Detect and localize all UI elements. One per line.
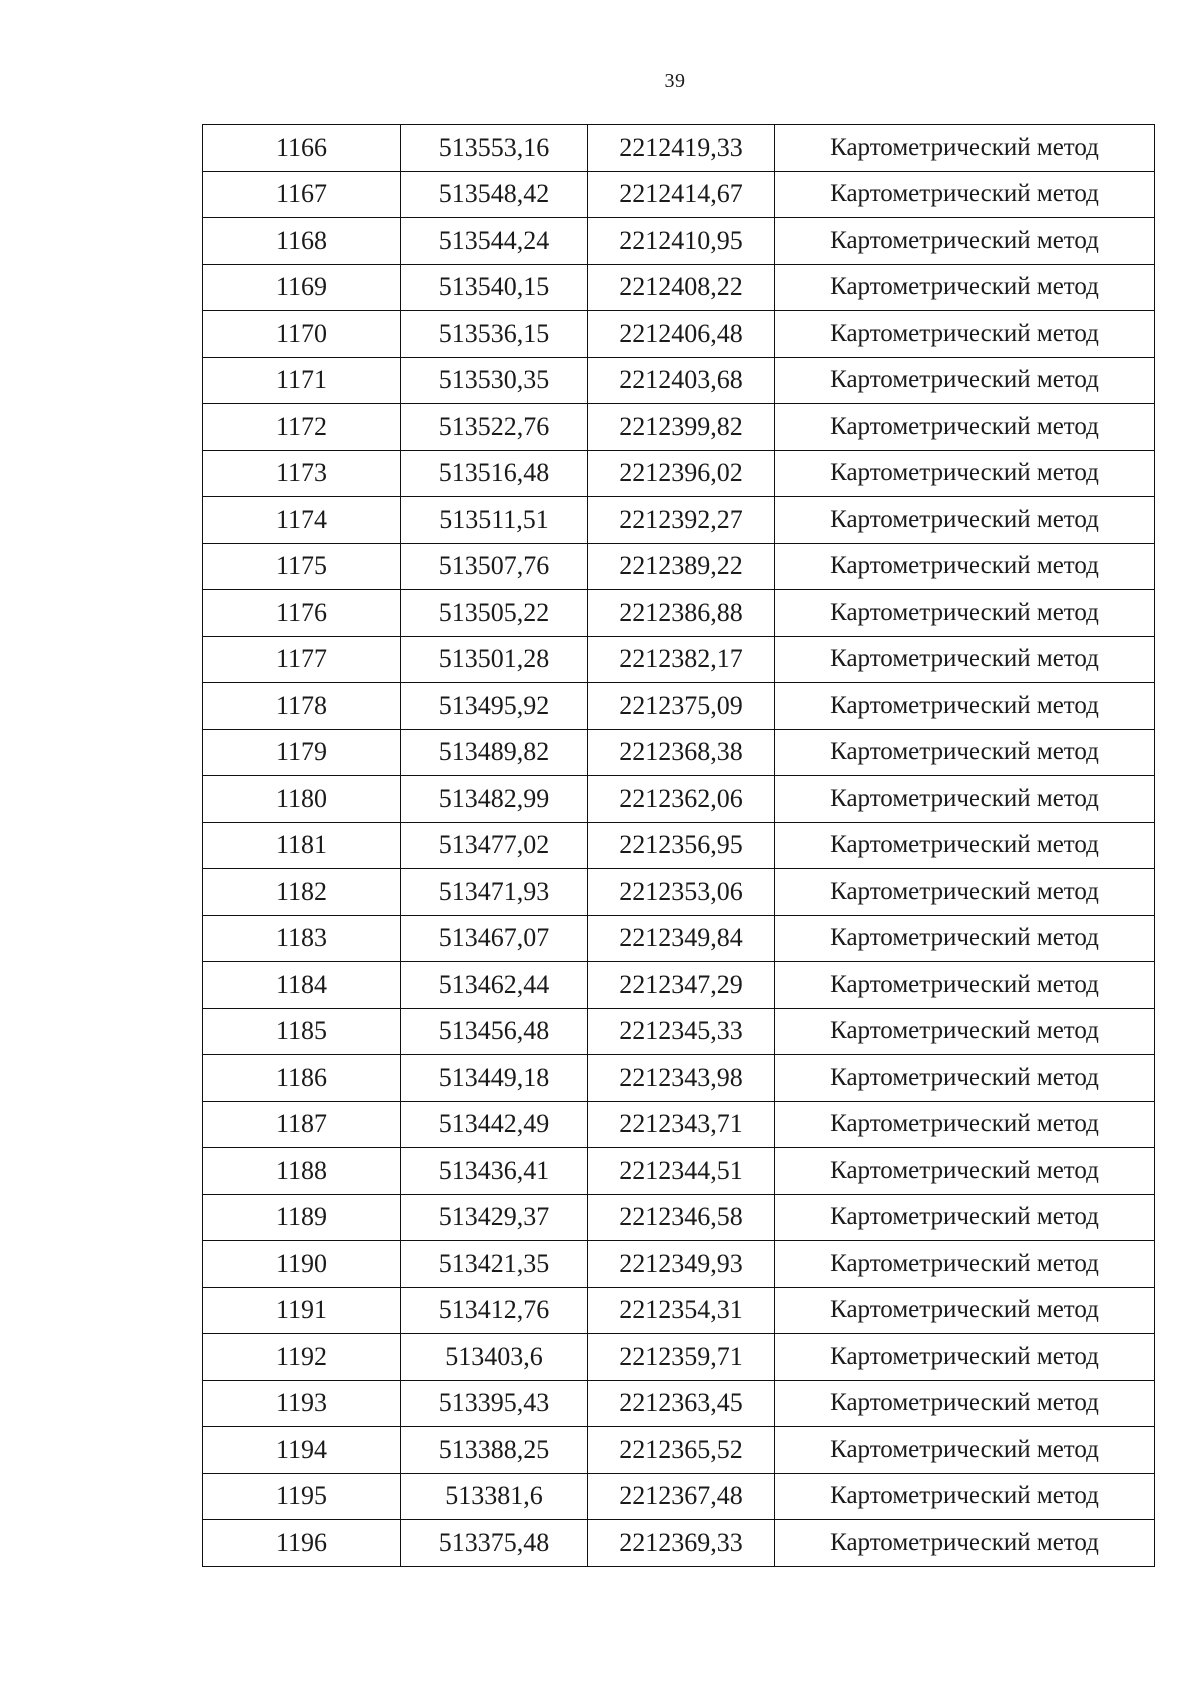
method-cell: Картометрический метод — [775, 543, 1155, 590]
x-coordinate-cell: 513471,93 — [401, 869, 588, 916]
method-cell: Картометрический метод — [775, 264, 1155, 311]
point-number-cell: 1195 — [203, 1473, 401, 1520]
y-coordinate-cell: 2212363,45 — [588, 1380, 775, 1427]
point-number-cell: 1188 — [203, 1148, 401, 1195]
x-coordinate-cell: 513495,92 — [401, 683, 588, 730]
table-row — [203, 776, 1155, 823]
method-cell: Картометрический метод — [775, 171, 1155, 218]
y-coordinate-cell: 2212396,02 — [588, 450, 775, 497]
point-number-cell: 1193 — [203, 1380, 401, 1427]
point-number-cell: 1172 — [203, 404, 401, 451]
method-cell: Картометрический метод — [775, 1520, 1155, 1567]
point-number-cell: 1187 — [203, 1101, 401, 1148]
table-row — [203, 915, 1155, 962]
x-coordinate-cell: 513511,51 — [401, 497, 588, 544]
table-row — [203, 1148, 1155, 1195]
y-coordinate-cell: 2212369,33 — [588, 1520, 775, 1567]
x-coordinate-cell: 513429,37 — [401, 1194, 588, 1241]
x-coordinate-cell: 513544,24 — [401, 218, 588, 265]
method-cell: Картометрический метод — [775, 1101, 1155, 1148]
point-number-cell: 1183 — [203, 915, 401, 962]
table-row — [203, 729, 1155, 776]
y-coordinate-cell: 2212419,33 — [588, 125, 775, 172]
point-number-cell: 1196 — [203, 1520, 401, 1567]
method-cell: Картометрический метод — [775, 729, 1155, 776]
table-row — [203, 1101, 1155, 1148]
y-coordinate-cell: 2212346,58 — [588, 1194, 775, 1241]
y-coordinate-cell: 2212410,95 — [588, 218, 775, 265]
x-coordinate-cell: 513449,18 — [401, 1055, 588, 1102]
point-number-cell: 1166 — [203, 125, 401, 172]
method-cell: Картометрический метод — [775, 218, 1155, 265]
x-coordinate-cell: 513489,82 — [401, 729, 588, 776]
table-row — [203, 218, 1155, 265]
table-row — [203, 1334, 1155, 1381]
x-coordinate-cell: 513505,22 — [401, 590, 588, 637]
point-number-cell: 1191 — [203, 1287, 401, 1334]
method-cell: Картометрический метод — [775, 497, 1155, 544]
y-coordinate-cell: 2212354,31 — [588, 1287, 775, 1334]
x-coordinate-cell: 513516,48 — [401, 450, 588, 497]
table-row — [203, 1287, 1155, 1334]
y-coordinate-cell: 2212389,22 — [588, 543, 775, 590]
point-number-cell: 1194 — [203, 1427, 401, 1474]
y-coordinate-cell: 2212382,17 — [588, 636, 775, 683]
table-row — [203, 822, 1155, 869]
coordinates-table — [202, 124, 1155, 1567]
point-number-cell: 1192 — [203, 1334, 401, 1381]
point-number-cell: 1171 — [203, 357, 401, 404]
method-cell: Картометрический метод — [775, 683, 1155, 730]
point-number-cell: 1177 — [203, 636, 401, 683]
table-row — [203, 125, 1155, 172]
table-row — [203, 497, 1155, 544]
y-coordinate-cell: 2212392,27 — [588, 497, 775, 544]
method-cell: Картометрический метод — [775, 590, 1155, 637]
table-row — [203, 869, 1155, 916]
point-number-cell: 1190 — [203, 1241, 401, 1288]
y-coordinate-cell: 2212399,82 — [588, 404, 775, 451]
method-cell: Картометрический метод — [775, 1055, 1155, 1102]
y-coordinate-cell: 2212368,38 — [588, 729, 775, 776]
table-row — [203, 1380, 1155, 1427]
point-number-cell: 1175 — [203, 543, 401, 590]
method-cell: Картометрический метод — [775, 1427, 1155, 1474]
x-coordinate-cell: 513477,02 — [401, 822, 588, 869]
method-cell: Картометрический метод — [775, 311, 1155, 358]
y-coordinate-cell: 2212406,48 — [588, 311, 775, 358]
y-coordinate-cell: 2212403,68 — [588, 357, 775, 404]
table-row — [203, 450, 1155, 497]
method-cell: Картометрический метод — [775, 1287, 1155, 1334]
method-cell: Картометрический метод — [775, 1008, 1155, 1055]
table-row — [203, 1520, 1155, 1567]
point-number-cell: 1178 — [203, 683, 401, 730]
table-row — [203, 1427, 1155, 1474]
y-coordinate-cell: 2212345,33 — [588, 1008, 775, 1055]
y-coordinate-cell: 2212356,95 — [588, 822, 775, 869]
x-coordinate-cell: 513403,6 — [401, 1334, 588, 1381]
y-coordinate-cell: 2212408,22 — [588, 264, 775, 311]
method-cell: Картометрический метод — [775, 1194, 1155, 1241]
x-coordinate-cell: 513395,43 — [401, 1380, 588, 1427]
table-row — [203, 1473, 1155, 1520]
method-cell: Картометрический метод — [775, 125, 1155, 172]
method-cell: Картометрический метод — [775, 822, 1155, 869]
point-number-cell: 1185 — [203, 1008, 401, 1055]
y-coordinate-cell: 2212347,29 — [588, 962, 775, 1009]
point-number-cell: 1173 — [203, 450, 401, 497]
method-cell: Картометрический метод — [775, 1380, 1155, 1427]
x-coordinate-cell: 513553,16 — [401, 125, 588, 172]
x-coordinate-cell: 513501,28 — [401, 636, 588, 683]
y-coordinate-cell: 2212414,67 — [588, 171, 775, 218]
x-coordinate-cell: 513412,76 — [401, 1287, 588, 1334]
method-cell: Картометрический метод — [775, 1334, 1155, 1381]
method-cell: Картометрический метод — [775, 1148, 1155, 1195]
point-number-cell: 1180 — [203, 776, 401, 823]
y-coordinate-cell: 2212386,88 — [588, 590, 775, 637]
x-coordinate-cell: 513522,76 — [401, 404, 588, 451]
point-number-cell: 1174 — [203, 497, 401, 544]
table-row — [203, 404, 1155, 451]
method-cell: Картометрический метод — [775, 962, 1155, 1009]
point-number-cell: 1181 — [203, 822, 401, 869]
table-row — [203, 1241, 1155, 1288]
x-coordinate-cell: 513436,41 — [401, 1148, 588, 1195]
point-number-cell: 1176 — [203, 590, 401, 637]
y-coordinate-cell: 2212343,71 — [588, 1101, 775, 1148]
y-coordinate-cell: 2212365,52 — [588, 1427, 775, 1474]
y-coordinate-cell: 2212353,06 — [588, 869, 775, 916]
method-cell: Картометрический метод — [775, 404, 1155, 451]
table-row — [203, 1008, 1155, 1055]
x-coordinate-cell: 513530,35 — [401, 357, 588, 404]
method-cell: Картометрический метод — [775, 1241, 1155, 1288]
method-cell: Картометрический метод — [775, 915, 1155, 962]
point-number-cell: 1179 — [203, 729, 401, 776]
coordinates-table-body — [203, 125, 1155, 1567]
x-coordinate-cell: 513456,48 — [401, 1008, 588, 1055]
x-coordinate-cell: 513388,25 — [401, 1427, 588, 1474]
table-row — [203, 590, 1155, 637]
x-coordinate-cell: 513381,6 — [401, 1473, 588, 1520]
method-cell: Картометрический метод — [775, 636, 1155, 683]
point-number-cell: 1186 — [203, 1055, 401, 1102]
method-cell: Картометрический метод — [775, 450, 1155, 497]
y-coordinate-cell: 2212343,98 — [588, 1055, 775, 1102]
y-coordinate-cell: 2212367,48 — [588, 1473, 775, 1520]
point-number-cell: 1169 — [203, 264, 401, 311]
point-number-cell: 1182 — [203, 869, 401, 916]
point-number-cell: 1184 — [203, 962, 401, 1009]
x-coordinate-cell: 513375,48 — [401, 1520, 588, 1567]
table-row — [203, 962, 1155, 1009]
x-coordinate-cell: 513507,76 — [401, 543, 588, 590]
table-row — [203, 543, 1155, 590]
table-row — [203, 357, 1155, 404]
x-coordinate-cell: 513467,07 — [401, 915, 588, 962]
table-row — [203, 636, 1155, 683]
x-coordinate-cell: 513482,99 — [401, 776, 588, 823]
point-number-cell: 1189 — [203, 1194, 401, 1241]
point-number-cell: 1167 — [203, 171, 401, 218]
table-row — [203, 683, 1155, 730]
x-coordinate-cell: 513421,35 — [401, 1241, 588, 1288]
x-coordinate-cell: 513548,42 — [401, 171, 588, 218]
table-row — [203, 264, 1155, 311]
x-coordinate-cell: 513536,15 — [401, 311, 588, 358]
table-row — [203, 1194, 1155, 1241]
method-cell: Картометрический метод — [775, 869, 1155, 916]
table-row — [203, 171, 1155, 218]
y-coordinate-cell: 2212349,93 — [588, 1241, 775, 1288]
table-row — [203, 1055, 1155, 1102]
y-coordinate-cell: 2212362,06 — [588, 776, 775, 823]
coordinates-table-container — [202, 124, 1154, 1567]
y-coordinate-cell: 2212349,84 — [588, 915, 775, 962]
point-number-cell: 1170 — [203, 311, 401, 358]
method-cell: Картометрический метод — [775, 1473, 1155, 1520]
point-number-cell: 1168 — [203, 218, 401, 265]
x-coordinate-cell: 513442,49 — [401, 1101, 588, 1148]
y-coordinate-cell: 2212375,09 — [588, 683, 775, 730]
method-cell: Картометрический метод — [775, 776, 1155, 823]
x-coordinate-cell: 513462,44 — [401, 962, 588, 1009]
y-coordinate-cell: 2212344,51 — [588, 1148, 775, 1195]
x-coordinate-cell: 513540,15 — [401, 264, 588, 311]
y-coordinate-cell: 2212359,71 — [588, 1334, 775, 1381]
page-number: 39 — [664, 70, 686, 92]
table-row — [203, 311, 1155, 358]
method-cell: Картометрический метод — [775, 357, 1155, 404]
